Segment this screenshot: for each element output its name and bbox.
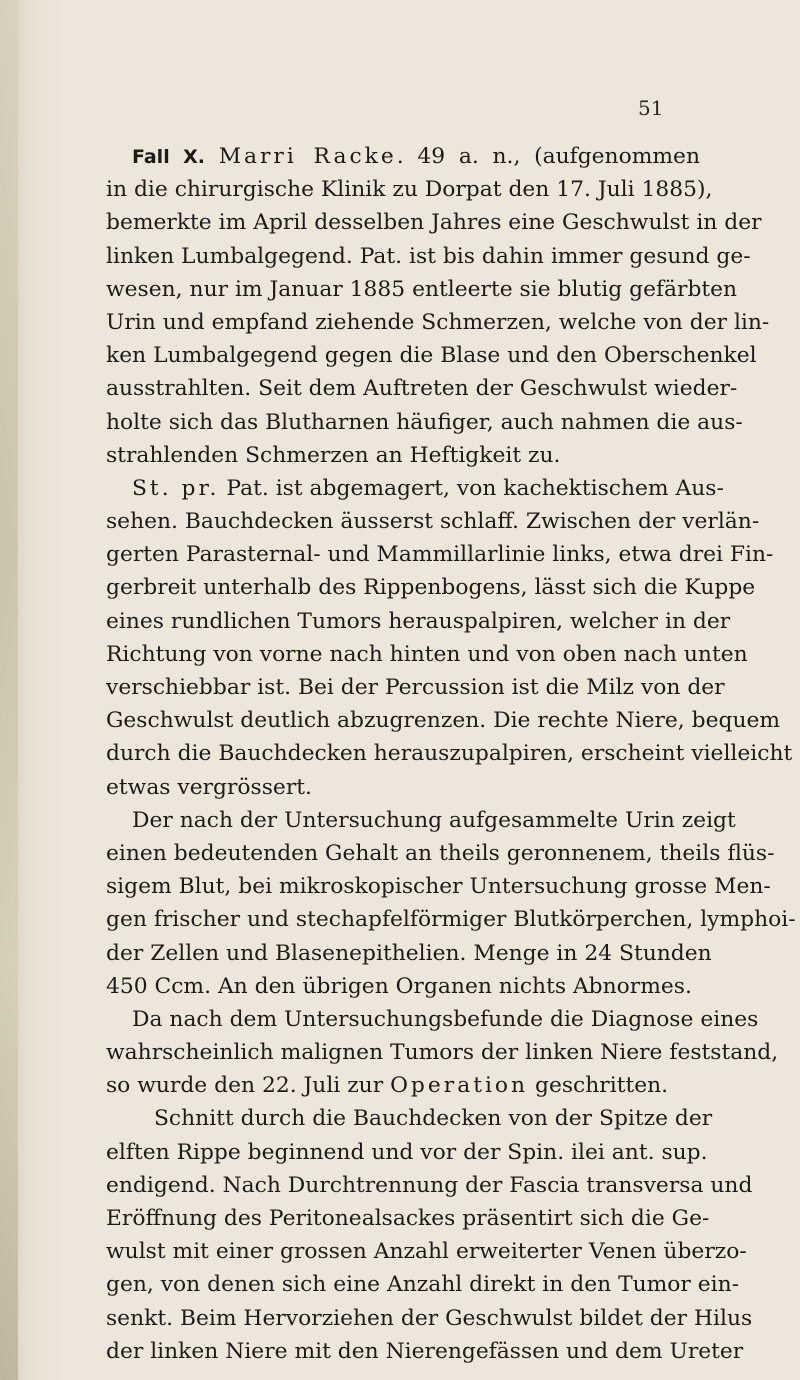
text-line: elften Rippe beginnend und vor der Spin. ilei ant. sup.: [106, 1139, 708, 1165]
text-line: ausstrahlten. Seit dem Auftreten der Geschwulst wieder-: [106, 376, 738, 402]
body-text: [106, 140, 796, 1368]
text-line: Geschwulst deutlich abzugrenzen. Die rechte Niere, bequem: [106, 708, 781, 734]
text-line: linken Lumbalgegend. Pat. ist bis dahin immer gesund ge-: [106, 243, 751, 269]
text-line: etwas vergrössert.: [106, 774, 312, 800]
text-line: eines rundlichen Tumors herauspalpiren, welcher in der: [106, 608, 731, 634]
patient-name: Marri Racke: [218, 144, 397, 169]
text-line: verschiebbar ist. Bei der Percussion ist die Milz von der: [106, 675, 725, 700]
text-line: gen frischer und stechapfelförmiger Blutkörperchen, lymphoi-: [106, 907, 796, 933]
text-line: senkt. Beim Hervorziehen der Geschwulst bildet der Hilus: [106, 1305, 753, 1331]
status-praesens-label: St. pr.: [132, 475, 220, 501]
text-line: Urin und empfand ziehende Schmerzen, welche von der lin-: [106, 309, 770, 335]
book-gutter-shadow: [0, 0, 18, 1380]
text-line: wulst mit einer grossen Anzahl erweiterter Venen überzo-: [106, 1239, 747, 1265]
text-line: gen, von denen sich eine Anzahl direkt in den Tumor ein-: [106, 1272, 740, 1298]
text-line: Richtung von vorne nach hinten und von oben nach unten: [106, 641, 748, 667]
text-line: Da nach dem Untersuchungsbefunde die Diagnose eines: [132, 1006, 759, 1032]
text-line: wahrscheinlich malignen Tumors der linken Niere feststand,: [106, 1040, 779, 1066]
case-heading: Fall X.: [132, 146, 205, 168]
text-line: Der nach der Untersuchung aufgesammelte Urin zeigt: [132, 807, 736, 833]
text-line: sehen. Bauchdecken äusserst schlaff. Zwischen der verlän-: [106, 509, 760, 535]
text-line: holte sich das Blutharnen häufiger, auch nahmen die aus-: [106, 409, 743, 435]
text-line: St. pr. Pat. ist abgemagert, von kachektischem Aus-: [132, 475, 724, 501]
operation-label: Operation: [390, 1073, 529, 1099]
text-line: so wurde den 22. Juli zur Operation geschritten.: [106, 1073, 669, 1099]
text-line: Schnitt durch die Bauchdecken von der Spitze der: [154, 1106, 713, 1132]
text-line: der linken Niere mit den Nierengefässen und dem Ureter: [106, 1338, 744, 1364]
text-line: gerbreit unterhalb des Rippenbogens, lässt sich die Kuppe: [106, 575, 756, 601]
text-line: gerten Parasternal- und Mammillarlinie links, etwa drei Fin-: [106, 542, 774, 568]
text-line: wesen, nur im Januar 1885 entleerte sie blutig gefärbten: [106, 276, 738, 302]
text-line: in die chirurgische Klinik zu Dorpat den 17. Juli 1885),: [106, 177, 713, 203]
text-line: einen bedeutenden Gehalt an theils geronnenem, theils flüs-: [106, 840, 775, 866]
text-line: sigem Blut, bei mikroskopischer Untersuchung grosse Men-: [106, 874, 771, 900]
text-line: 450 Ccm. An den übrigen Organen nichts Abnormes.: [106, 973, 692, 999]
text-line: ken Lumbalgegend gegen die Blase und den Oberschenkel: [106, 343, 757, 369]
text-line: durch die Bauchdecken herauszupalpiren, erscheint vielleicht: [106, 741, 793, 767]
text-line: der Zellen und Blasenepithelien. Menge in 24 Stunden: [106, 940, 712, 966]
text-line: bemerkte im April desselben Jahres eine Geschwulst in der: [106, 210, 762, 236]
text-line: endigend. Nach Durchtrennung der Fascia transversa und: [106, 1172, 753, 1198]
page-number: 51: [638, 96, 664, 120]
text-line: strahlenden Schmerzen an Heftigkeit zu.: [106, 442, 561, 468]
text-line: Eröffnung des Peritonealsackes präsentirt sich die Ge-: [106, 1206, 710, 1231]
text-line: Fall X. Marri Racke. 49 a. n., (aufgenommen: [132, 144, 700, 169]
